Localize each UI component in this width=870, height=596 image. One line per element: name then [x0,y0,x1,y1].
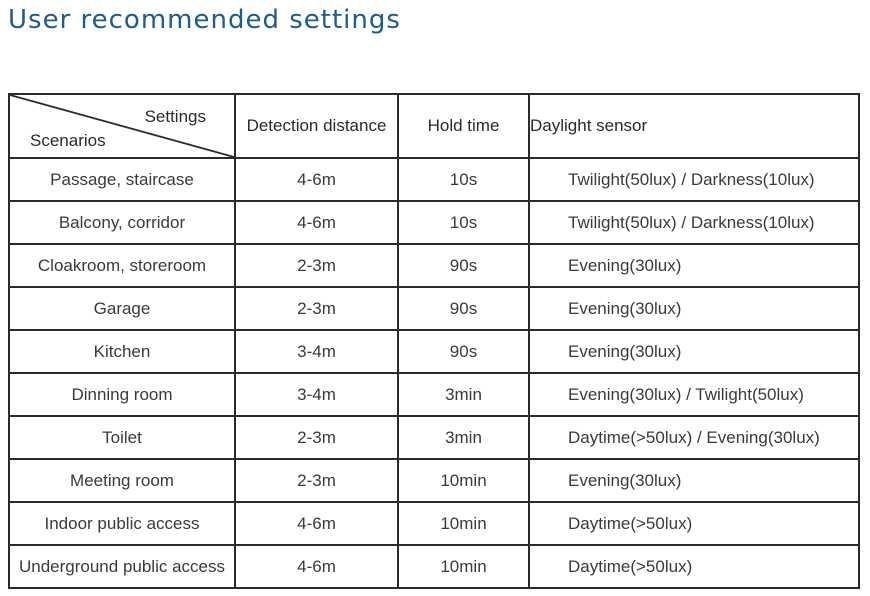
corner-header [9,94,235,158]
header-row [9,94,859,158]
detection-distance-cell: 2-3m [235,416,398,459]
scenario-cell: Balcony, corridor [9,201,235,244]
detection-distance-cell: 4-6m [235,201,398,244]
table-row [9,545,859,588]
daylight-sensor-cell: Evening(30lux) [529,459,859,502]
daylight-sensor-cell: Evening(30lux) [529,287,859,330]
table-row [9,287,859,330]
detection-distance-cell: 4-6m [235,545,398,588]
settings-table [8,93,860,589]
hold-time-cell: 90s [398,287,529,330]
page-title: User recommended settings [8,5,401,35]
detection-distance-cell: 2-3m [235,244,398,287]
hold-time-cell: 10min [398,545,529,588]
daylight-sensor-cell: Daytime(>50lux) [529,502,859,545]
scenario-cell: Cloakroom, storeroom [9,244,235,287]
table-row [9,201,859,244]
scenario-cell: Dinning room [9,373,235,416]
detection-distance-cell: 3-4m [235,330,398,373]
daylight-sensor-cell: Daytime(>50lux) / Evening(30lux) [529,416,859,459]
hold-time-cell: 3min [398,416,529,459]
detection-distance-cell: 4-6m [235,502,398,545]
daylight-sensor-cell: Twilight(50lux) / Darkness(10lux) [529,201,859,244]
detection-distance-cell: 4-6m [235,158,398,201]
header-detection-distance: Detection distance [235,94,398,158]
table-row [9,158,859,201]
table-row [9,244,859,287]
scenario-cell: Underground public access [9,545,235,588]
corner-scenarios-label: Scenarios [30,131,106,150]
daylight-sensor-cell: Evening(30lux) [529,244,859,287]
scenario-cell: Indoor public access [9,502,235,545]
hold-time-cell: 10min [398,459,529,502]
scenario-cell: Garage [9,287,235,330]
corner-settings-label: Settings [144,107,206,126]
hold-time-cell: 3min [398,373,529,416]
header-hold-time: Hold time [398,94,529,158]
table-row [9,459,859,502]
scenario-cell: Passage, staircase [9,158,235,201]
header-daylight-sensor: Daylight sensor [529,94,859,158]
hold-time-cell: 10min [398,502,529,545]
detection-distance-cell: 3-4m [235,373,398,416]
scenario-cell: Kitchen [9,330,235,373]
scenario-cell: Meeting room [9,459,235,502]
detection-distance-cell: 2-3m [235,287,398,330]
daylight-sensor-cell: Twilight(50lux) / Darkness(10lux) [529,158,859,201]
table-body [9,158,859,588]
table-row [9,330,859,373]
table-row [9,502,859,545]
hold-time-cell: 90s [398,330,529,373]
daylight-sensor-cell: Evening(30lux) / Twilight(50lux) [529,373,859,416]
hold-time-cell: 90s [398,244,529,287]
scenario-cell: Toilet [9,416,235,459]
hold-time-cell: 10s [398,158,529,201]
table-row [9,416,859,459]
table-row [9,373,859,416]
daylight-sensor-cell: Daytime(>50lux) [529,545,859,588]
hold-time-cell: 10s [398,201,529,244]
daylight-sensor-cell: Evening(30lux) [529,330,859,373]
detection-distance-cell: 2-3m [235,459,398,502]
